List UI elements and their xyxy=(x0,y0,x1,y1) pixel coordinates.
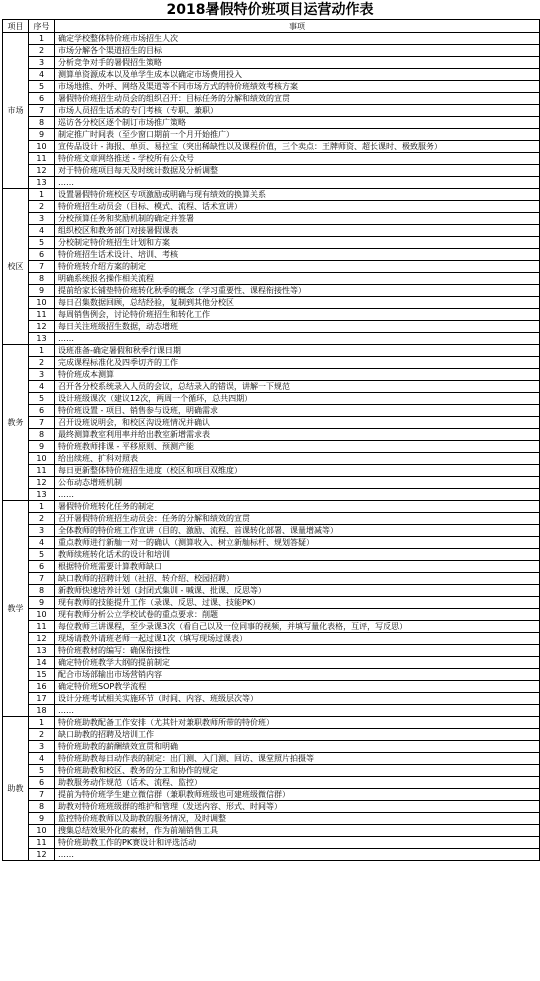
table-row xyxy=(3,201,540,213)
row-number: 1 xyxy=(29,33,55,45)
table-row xyxy=(3,225,540,237)
table-row xyxy=(3,57,540,69)
table-row xyxy=(3,729,540,741)
row-number: 11 xyxy=(29,621,55,633)
table-row xyxy=(3,441,540,453)
row-number: 12 xyxy=(29,849,55,861)
row-item: 每日更新整体特价班招生进度（校区和项目双维度） xyxy=(55,465,540,477)
row-number: 10 xyxy=(29,141,55,153)
row-item: 每位教师三讲课程，至少录课3次（看自己以及一位同事的视频，并填写量化表格，互评，写反思） xyxy=(55,621,540,633)
row-item: 教师续班转化话术的设计和培训 xyxy=(55,549,540,561)
table-row xyxy=(3,153,540,165)
row-item: …… xyxy=(55,177,540,189)
row-number: 3 xyxy=(29,213,55,225)
row-number: 5 xyxy=(29,81,55,93)
row-number: 5 xyxy=(29,237,55,249)
row-number: 3 xyxy=(29,741,55,753)
table-row xyxy=(3,369,540,381)
row-number: 9 xyxy=(29,597,55,609)
table-row xyxy=(3,345,540,357)
row-number: 4 xyxy=(29,753,55,765)
table-row xyxy=(3,633,540,645)
table-row xyxy=(3,825,540,837)
table-row xyxy=(3,621,540,633)
row-item: 最终测算教室利用率并给出教室新增需求表 xyxy=(55,429,540,441)
row-item: …… xyxy=(55,849,540,861)
row-number: 12 xyxy=(29,477,55,489)
row-number: 10 xyxy=(29,609,55,621)
row-item: 分析竞争对手的暑假招生策略 xyxy=(55,57,540,69)
table-row xyxy=(3,489,540,501)
table-row xyxy=(3,105,540,117)
row-item: 助教对特价班班级群的维护和管理（发送内容、形式、时间等） xyxy=(55,801,540,813)
table-row xyxy=(3,405,540,417)
row-number: 11 xyxy=(29,309,55,321)
row-item: 对于特价班项目每天及时统计数据及分析调整 xyxy=(55,165,540,177)
row-number: 10 xyxy=(29,297,55,309)
table-row xyxy=(3,333,540,345)
row-number: 8 xyxy=(29,429,55,441)
row-number: 13 xyxy=(29,489,55,501)
row-number: 8 xyxy=(29,585,55,597)
table-row xyxy=(3,93,540,105)
table-row xyxy=(3,165,540,177)
row-number: 7 xyxy=(29,417,55,429)
row-number: 1 xyxy=(29,501,55,513)
table-row xyxy=(3,261,540,273)
sheet-title: 2018暑假特价班项目运营动作表 xyxy=(166,2,374,18)
row-number: 7 xyxy=(29,789,55,801)
row-item: …… xyxy=(55,489,540,501)
table-row xyxy=(3,525,540,537)
row-item: 召开暑假特价班招生动员会：任务的分解和绩效的宣贯 xyxy=(55,513,540,525)
table-row xyxy=(3,285,540,297)
row-number: 7 xyxy=(29,573,55,585)
table-row xyxy=(3,717,540,729)
row-item: 组织校区和教务部门对接暑假课表 xyxy=(55,225,540,237)
row-number: 15 xyxy=(29,669,55,681)
table-row xyxy=(3,129,540,141)
row-item: 特价班教材的编写：确保衔接性 xyxy=(55,645,540,657)
row-number: 9 xyxy=(29,813,55,825)
row-item: 全体教师的特价班工作宣讲（目的、激励、流程、首课转化部署、课量增减等） xyxy=(55,525,540,537)
row-item: 特价班文章网络推送 - 学校所有公众号 xyxy=(55,153,540,165)
row-item: 特价班助教的薪酬绩效宣贯和明确 xyxy=(55,741,540,753)
row-item: 助教服务动作规范（话术、流程、监控） xyxy=(55,777,540,789)
table-row xyxy=(3,45,540,57)
header-item: 事项 xyxy=(55,20,540,33)
table-row xyxy=(3,213,540,225)
row-item: 特价班助教和校区、教务的分工和协作的规定 xyxy=(55,765,540,777)
row-item: 特价班助教工作的PK赛设计和评选活动 xyxy=(55,837,540,849)
row-number: 12 xyxy=(29,633,55,645)
row-number: 13 xyxy=(29,333,55,345)
row-item: 特价班成本测算 xyxy=(55,369,540,381)
row-item: 制定推广时间表（至少窗口期前一个月开始推广） xyxy=(55,129,540,141)
row-number: 1 xyxy=(29,189,55,201)
row-number: 4 xyxy=(29,69,55,81)
table-row xyxy=(3,477,540,489)
row-item: 搜集总结效果外化的素材，作为前端销售工具 xyxy=(55,825,540,837)
row-item: 确定特价班SOP教学流程 xyxy=(55,681,540,693)
row-item: 特价班设置 - 项目、销售参与设班，明确需求 xyxy=(55,405,540,417)
table-row xyxy=(3,597,540,609)
row-item: 巡访各分校区逐个制订市场推广策略 xyxy=(55,117,540,129)
table-row xyxy=(3,465,540,477)
row-number: 5 xyxy=(29,549,55,561)
action-table xyxy=(2,19,540,861)
table-row xyxy=(3,33,540,45)
row-item: 宣传品设计 - 海报、单页、易拉宝（突出稀缺性以及课程价值，三个卖点：王牌师资、超长课时、极致服务） xyxy=(55,141,540,153)
table-row xyxy=(3,309,540,321)
table-row xyxy=(3,321,540,333)
group-label: 市场 xyxy=(3,33,29,189)
row-number: 2 xyxy=(29,45,55,57)
row-number: 14 xyxy=(29,657,55,669)
row-number: 6 xyxy=(29,561,55,573)
row-item: 分校预算任务和奖励机制的确定并签署 xyxy=(55,213,540,225)
row-item: 缺口助教的招聘及培训工作 xyxy=(55,729,540,741)
table-row xyxy=(3,117,540,129)
row-item: 分校制定特价班招生计划和方案 xyxy=(55,237,540,249)
row-item: 特价班助教每日动作表的制定：出门测、入门测、回访、课堂照片拍摄等 xyxy=(55,753,540,765)
table-row xyxy=(3,837,540,849)
row-item: 市场分解各个渠道招生的目标 xyxy=(55,45,540,57)
row-number: 5 xyxy=(29,765,55,777)
row-item: 暑假特价班招生动员会的组织召开：目标任务的分解和绩效的宣贯 xyxy=(55,93,540,105)
row-number: 9 xyxy=(29,129,55,141)
row-item: 缺口教师的招聘计划（社招、转介绍、校园招聘） xyxy=(55,573,540,585)
table-row xyxy=(3,513,540,525)
table-row xyxy=(3,69,540,81)
row-number: 9 xyxy=(29,285,55,297)
row-number: 12 xyxy=(29,321,55,333)
table-row xyxy=(3,657,540,669)
row-number: 1 xyxy=(29,345,55,357)
row-item: 暑假特价班转化任务的制定 xyxy=(55,501,540,513)
row-number: 3 xyxy=(29,57,55,69)
table-row xyxy=(3,237,540,249)
table-body xyxy=(3,20,540,861)
table-row xyxy=(3,681,540,693)
header-group: 项目 xyxy=(3,20,29,33)
row-item: 新教师快速培养计划（封闭式集训 - 喊课、批课、反思等） xyxy=(55,585,540,597)
row-item: 提前给家长铺垫特价班转化秋季的概念（学习重要性、课程衔接性等） xyxy=(55,285,540,297)
table-row xyxy=(3,801,540,813)
row-number: 11 xyxy=(29,153,55,165)
table-row xyxy=(3,417,540,429)
row-item: 设计分班考试相关实施环节（时间、内容、班级层次等） xyxy=(55,693,540,705)
row-number: 3 xyxy=(29,525,55,537)
table-row xyxy=(3,693,540,705)
table-row xyxy=(3,705,540,717)
row-item: 每日关注班级招生数据，动态增班 xyxy=(55,321,540,333)
row-number: 11 xyxy=(29,837,55,849)
row-number: 2 xyxy=(29,357,55,369)
table-row xyxy=(3,609,540,621)
table-row xyxy=(3,273,540,285)
row-number: 6 xyxy=(29,777,55,789)
table-row xyxy=(3,537,540,549)
row-number: 8 xyxy=(29,273,55,285)
table-row xyxy=(3,741,540,753)
row-number: 7 xyxy=(29,105,55,117)
row-item: 现场请教外请班老师一起过课1次（填写现场过课表） xyxy=(55,633,540,645)
table-row xyxy=(3,645,540,657)
row-item: 监控特价班教师以及助教的服务情况，及时调整 xyxy=(55,813,540,825)
table-row xyxy=(3,573,540,585)
group-label: 教学 xyxy=(3,501,29,717)
row-number: 17 xyxy=(29,693,55,705)
row-number: 2 xyxy=(29,729,55,741)
row-number: 7 xyxy=(29,261,55,273)
row-item: 市场地推、外呼、网络及渠道等不同市场方式的特价班绩效考核方案 xyxy=(55,81,540,93)
row-item: 设班准备-确定暑假和秋季行课日期 xyxy=(55,345,540,357)
row-item: 确定特价班教学大纲的提前制定 xyxy=(55,657,540,669)
group-label: 校区 xyxy=(3,189,29,345)
row-item: 现有教师的技能提升工作（录课、反思、过课、技能PK） xyxy=(55,597,540,609)
row-item: …… xyxy=(55,333,540,345)
row-number: 16 xyxy=(29,681,55,693)
row-item: 确定学校整体特价班市场招生人次 xyxy=(55,33,540,45)
row-number: 6 xyxy=(29,249,55,261)
row-item: 设置暑假特价班校区专项激励或明确与现有绩效的换算关系 xyxy=(55,189,540,201)
table-row xyxy=(3,561,540,573)
row-number: 3 xyxy=(29,369,55,381)
row-item: 设计班级课次（建议12次，两周一个循环，总共四期） xyxy=(55,393,540,405)
row-item: 完成课程标准化及四季切齐的工作 xyxy=(55,357,540,369)
table-row xyxy=(3,453,540,465)
table-row xyxy=(3,189,540,201)
table-row xyxy=(3,429,540,441)
table-row xyxy=(3,777,540,789)
table-row xyxy=(3,501,540,513)
group-label: 教务 xyxy=(3,345,29,501)
row-number: 5 xyxy=(29,393,55,405)
row-number: 2 xyxy=(29,201,55,213)
row-number: 13 xyxy=(29,645,55,657)
row-item: …… xyxy=(55,705,540,717)
row-item: 给出续班、扩科对照表 xyxy=(55,453,540,465)
row-item: 特价班教师排课 - 平移原则、预测产能 xyxy=(55,441,540,453)
row-number: 6 xyxy=(29,405,55,417)
group-label: 助教 xyxy=(3,717,29,861)
table-row xyxy=(3,141,540,153)
row-item: 现有教师分析公立学校试卷的重点要求：削题 xyxy=(55,609,540,621)
row-item: 公布动态增班机制 xyxy=(55,477,540,489)
row-item: 明确系统报名操作相关流程 xyxy=(55,273,540,285)
table-row xyxy=(3,249,540,261)
row-number: 9 xyxy=(29,441,55,453)
table-row xyxy=(3,393,540,405)
row-item: 根据特价班需要计算教师缺口 xyxy=(55,561,540,573)
table-header-row xyxy=(3,20,540,33)
row-item: 重点教师进行新舢一对一的确认（测算收入、树立新舢标杆、规划答疑） xyxy=(55,537,540,549)
table-row xyxy=(3,789,540,801)
row-item: 每日召集数据回顾，总结经验，复制到其他分校区 xyxy=(55,297,540,309)
row-item: 提前为特价班学生建立微信群（兼职教师班级也可建班级微信群） xyxy=(55,789,540,801)
row-number: 18 xyxy=(29,705,55,717)
table-row xyxy=(3,753,540,765)
table-row xyxy=(3,813,540,825)
table-row xyxy=(3,381,540,393)
row-number: 10 xyxy=(29,453,55,465)
row-number: 4 xyxy=(29,537,55,549)
row-number: 10 xyxy=(29,825,55,837)
table-row xyxy=(3,357,540,369)
row-item: 市场人员招生话术的专门考核（专职、兼职） xyxy=(55,105,540,117)
row-item: 特价班转介绍方案的制定 xyxy=(55,261,540,273)
row-number: 8 xyxy=(29,117,55,129)
row-number: 6 xyxy=(29,93,55,105)
row-number: 2 xyxy=(29,513,55,525)
row-item: 特价班助教配备工作安排（尤其针对兼职教师所带的特价班） xyxy=(55,717,540,729)
row-item: 测算单资源成本以及单学生成本以确定市场费用投入 xyxy=(55,69,540,81)
row-item: 配合市场部输出市场营销内容 xyxy=(55,669,540,681)
row-item: 召开设班说明会，和校区沟设班情况并确认 xyxy=(55,417,540,429)
table-row xyxy=(3,297,540,309)
table-row xyxy=(3,549,540,561)
row-number: 12 xyxy=(29,165,55,177)
row-number: 8 xyxy=(29,801,55,813)
row-item: 特价班招生动员会（目标、模式、流程、话术宣讲） xyxy=(55,201,540,213)
row-item: 特价班招生话术设计、培训、考核 xyxy=(55,249,540,261)
row-number: 4 xyxy=(29,225,55,237)
header-no: 序号 xyxy=(29,20,55,33)
row-number: 4 xyxy=(29,381,55,393)
row-number: 13 xyxy=(29,177,55,189)
table-row xyxy=(3,177,540,189)
table-row xyxy=(3,849,540,861)
row-item: 每周销售例会，讨论特价班招生和转化工作 xyxy=(55,309,540,321)
row-number: 11 xyxy=(29,465,55,477)
table-row xyxy=(3,585,540,597)
table-row xyxy=(3,765,540,777)
row-item: 召开各分校系统录入人员的会议，总结录入的错误，讲解一下规范 xyxy=(55,381,540,393)
table-row xyxy=(3,669,540,681)
row-number: 1 xyxy=(29,717,55,729)
table-row xyxy=(3,81,540,93)
